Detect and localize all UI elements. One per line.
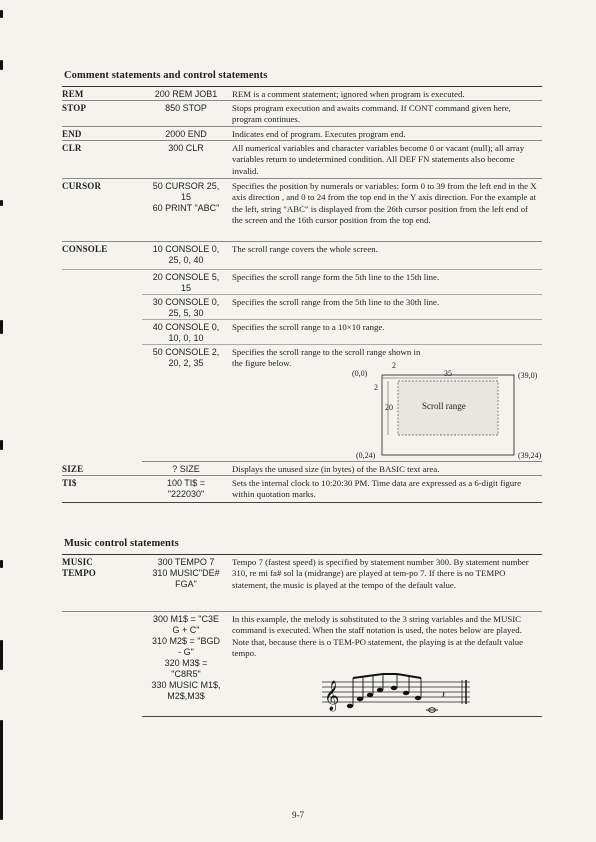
corner-label-top-right: (39,0) <box>518 371 538 380</box>
description: Displays the unused size (in bytes) of the BASIC text area. <box>232 464 440 474</box>
corner-label-bottom-right: (39,24) <box>518 451 542 460</box>
description: Specifies the scroll range form the 5th line to the 15th line. <box>232 272 440 282</box>
example-code: 2000 END <box>165 129 207 139</box>
table-row-console-2 <box>142 270 542 295</box>
example-code: 200 REM JOB1 <box>154 89 218 99</box>
example-code: 300 M1$ = "C3E G + C" 310 M2$ = "BGD - G" 320 M3$ = "C8R5" 330 MUSIC M1$, M2$,M3$ <box>151 614 221 701</box>
example-code: 20 CONSOLE 5, 15 <box>152 272 220 293</box>
keyword: MUSIC TEMPO <box>62 557 96 578</box>
table-row-rem <box>62 87 542 101</box>
example-code: 300 CLR <box>168 143 204 153</box>
description: Stops program execution and awaits command. If CONT command given here, program continues. <box>232 103 511 125</box>
table-row-console <box>62 242 542 270</box>
top-offset-label: 2 <box>392 361 396 370</box>
table-row-end <box>62 127 542 141</box>
keyword: SIZE <box>62 464 84 474</box>
staff-notation <box>322 668 472 714</box>
page-number: 9-7 <box>292 810 304 820</box>
table-row-clr <box>62 141 542 179</box>
description: Specifies the position by numerals or variables: form 0 to 39 from the left end in the X axis direction , and 0 to 24 from the top end in the Y axis direction. For the example at the left, string "ABC" is displayed from the 26th cursor position from the left end of the screen and the 16th cursor position from the top end. <box>232 181 537 226</box>
svg-text:𝄞: 𝄞 <box>324 681 340 711</box>
binding-edge <box>0 0 5 842</box>
table-row-music-tempo <box>62 555 542 612</box>
comment-control-table <box>62 86 542 503</box>
description: The scroll range covers the whole screen. <box>232 244 378 254</box>
example-code: 10 CONSOLE 0, 25, 0, 40 <box>152 244 220 265</box>
keyword: CONSOLE <box>62 244 108 254</box>
width-label: 35 <box>444 369 452 378</box>
keyword: STOP <box>62 103 87 113</box>
table-row-size <box>62 462 542 476</box>
example-code: 40 CONSOLE 0, 10, 0, 10 <box>152 322 220 343</box>
scroll-range-label: Scroll range <box>422 401 466 411</box>
keyword: CURSOR <box>62 181 102 191</box>
table-row-tis <box>62 476 542 503</box>
corner-label-top-left: (0,0) <box>352 369 368 378</box>
height-label: 20 <box>385 403 393 412</box>
corner-label-bottom-left: (0,24) <box>356 451 376 460</box>
table-row-console-3 <box>142 295 542 320</box>
description: Specifies the scroll range to a 10×10 range. <box>232 322 385 332</box>
keyword: REM <box>62 89 84 99</box>
music-control-table <box>62 554 542 717</box>
example-code: 50 CONSOLE 2, 20, 2, 35 <box>152 347 220 368</box>
scroll-range-diagram <box>352 361 552 469</box>
example-code: ? SIZE <box>172 464 200 474</box>
left-offset-label: 2 <box>374 383 378 392</box>
description: Indicates end of program. Executes program end. <box>232 129 406 139</box>
keyword: CLR <box>62 143 82 153</box>
description: Specifies the scroll range from the 5th line to the 30th line. <box>232 297 440 307</box>
description: In this example, the melody is substituted to the 3 string variables and the MUSIC command is executed. When the staff notation is used, the notes below are played. Note that, because there is o TEM-PO statement, the playing is at the default value tempo. <box>232 614 524 659</box>
table-row-console-5 <box>142 345 542 462</box>
table-row-music-example <box>142 612 542 717</box>
description: Specifies the scroll range to the scroll range shown in the figure below. <box>232 347 421 369</box>
example-code: 300 TEMPO 7 310 MUSIC"DE# FGA" <box>152 557 220 589</box>
description: All numerical variables and character variables become 0 or vacant (null); all array variables return to undetermined condition. All DEF FN statements also become invalid. <box>232 143 525 176</box>
example-code: 850 STOP <box>165 103 207 113</box>
description: Tempo 7 (fastest speed) is specified by statement number 300. By statement number 310, re mi fa# sol la (midrange) are played at tem-po 7. If there is no TEMPO statement, the music is played at the tempo of the default value. <box>232 557 529 590</box>
scroll-range-figure <box>352 369 552 461</box>
table-row-console-4 <box>142 320 542 345</box>
table-row-stop <box>62 101 542 127</box>
section-title-comment-control: Comment statements and control statements <box>64 70 268 81</box>
example-code: 30 CONSOLE 0, 25, 5, 30 <box>152 297 220 318</box>
keyword: TI$ <box>62 478 77 488</box>
description: REM is a comment statement; ignored when program is executed. <box>232 89 465 99</box>
example-code: 100 TI$ = "222030" <box>166 478 206 499</box>
svg-text:𝄽: 𝄽 <box>442 690 446 701</box>
table-row-cursor <box>62 179 542 242</box>
section-title-music-control: Music control statements <box>64 538 179 549</box>
example-code: 50 CURSOR 25, 15 60 PRINT "ABC" <box>152 181 220 213</box>
description: Sets the internal clock to 10:20:30 PM. Time data are expressed as a 6-digit figure within quotation marks. <box>232 478 522 500</box>
keyword: END <box>62 129 82 139</box>
